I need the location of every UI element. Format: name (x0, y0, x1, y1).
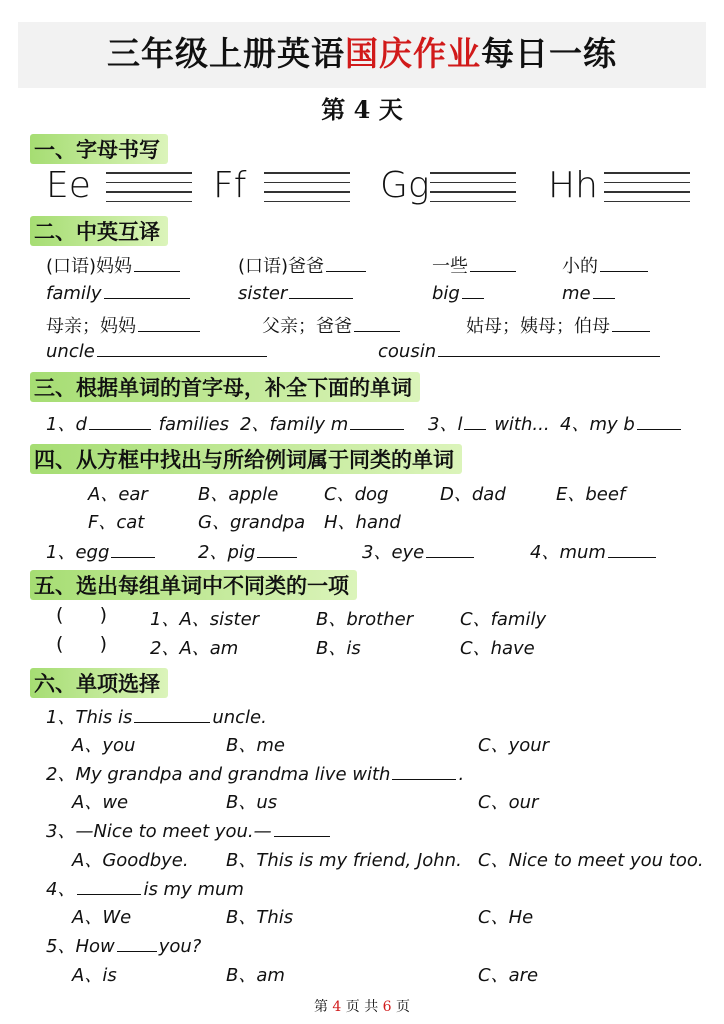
choice-option: C、our (478, 792, 539, 813)
translate-item: me (562, 282, 617, 304)
translate-item: 姑母；姨母；伯母 (466, 312, 652, 338)
writing-lines-3 (430, 172, 516, 210)
choice-option: B、This is my friend, John. (226, 850, 462, 871)
writing-lines-2 (264, 172, 350, 210)
letter-gg: Gg (380, 165, 430, 206)
translate-item: big (432, 282, 486, 304)
box-word: C、dog (324, 484, 389, 505)
translate-item: (口语)妈妈 (46, 252, 182, 278)
choice-option: B、me (226, 735, 285, 756)
letter-hh: Hh (548, 165, 598, 206)
choice-option: C、Nice to meet you too. (478, 850, 704, 871)
choice-option: C、your (478, 735, 550, 756)
complete-item: 4、my b (560, 410, 683, 436)
answer-paren: ( ) (56, 633, 108, 655)
writing-lines-4 (604, 172, 690, 210)
section-2-heading: 二、中英互译 (30, 216, 168, 246)
choice-option: B、us (226, 792, 278, 813)
complete-item: 2、family m (240, 410, 406, 436)
box-word: E、beef (556, 484, 626, 505)
day-heading: 第 4 天 (321, 95, 403, 124)
choice-option: A、Goodbye. (72, 850, 189, 871)
translate-item: (口语)爸爸 (238, 252, 368, 278)
page-title: 三年级上册英语国庆作业每日一练 (107, 34, 617, 73)
translate-item: uncle (46, 340, 269, 362)
writing-lines-1 (106, 172, 192, 210)
choice-option: A、is (72, 965, 117, 986)
choice-option: B、This (226, 907, 294, 928)
translate-item: 父亲；爸爸 (262, 312, 402, 338)
choice-question: 2、My grandpa and grandma live with . (46, 764, 465, 785)
translate-item: cousin (378, 340, 662, 362)
section-6-heading: 六、单项选择 (30, 668, 168, 698)
box-word: D、dad (440, 484, 506, 505)
letter-ee: Ee (46, 165, 91, 206)
odd-option: C、have (460, 638, 535, 659)
odd-option: B、is (316, 638, 361, 659)
box-word: A、ear (88, 484, 148, 505)
translate-item: family (46, 282, 192, 304)
choice-question: 4、 is my mum (46, 879, 244, 900)
choice-option: A、you (72, 735, 136, 756)
odd-option: B、brother (316, 609, 414, 630)
box-word: G、grandpa (198, 512, 306, 533)
box-word: H、hand (324, 512, 401, 533)
translate-item: 小的 (562, 252, 650, 278)
choice-option: A、we (72, 792, 129, 813)
box-word: B、apple (198, 484, 279, 505)
box-question: 3、eye (362, 538, 476, 564)
section-1-heading: 一、字母书写 (30, 134, 168, 164)
letter-ff: Ff (213, 165, 247, 206)
choice-question: 3、—Nice to meet you.— (46, 817, 332, 843)
choice-question: 5、How you? (46, 936, 202, 957)
odd-option: 1、A、sister (150, 609, 260, 630)
choice-option: C、He (478, 907, 534, 928)
answer-paren: ( ) (56, 604, 108, 626)
choice-option: C、are (478, 965, 539, 986)
section-4-heading: 四、从方框中找出与所给例词属于同类的单词 (30, 444, 462, 474)
box-question: 2、pig (198, 538, 299, 564)
choice-option: B、am (226, 965, 285, 986)
odd-option: 2、A、am (150, 638, 239, 659)
box-word: F、cat (88, 512, 145, 533)
choice-option: A、We (72, 907, 132, 928)
page-footer: 第 4 页 共 6 页 (313, 999, 411, 1015)
section-3-heading: 三、根据单词的首字母，补全下面的单词 (30, 372, 420, 402)
translate-item: 母亲；妈妈 (46, 312, 202, 338)
choice-question: 1、This is uncle. (46, 707, 267, 728)
translate-item: 一些 (432, 252, 518, 278)
translate-item: sister (238, 282, 355, 304)
section-5-heading: 五、选出每组单词中不同类的一项 (30, 570, 357, 600)
odd-option: C、family (460, 609, 547, 630)
box-question: 1、egg (46, 538, 157, 564)
complete-item: 1、d families (46, 414, 229, 435)
box-question: 4、mum (530, 538, 658, 564)
complete-item: 3、l with... (428, 414, 550, 435)
